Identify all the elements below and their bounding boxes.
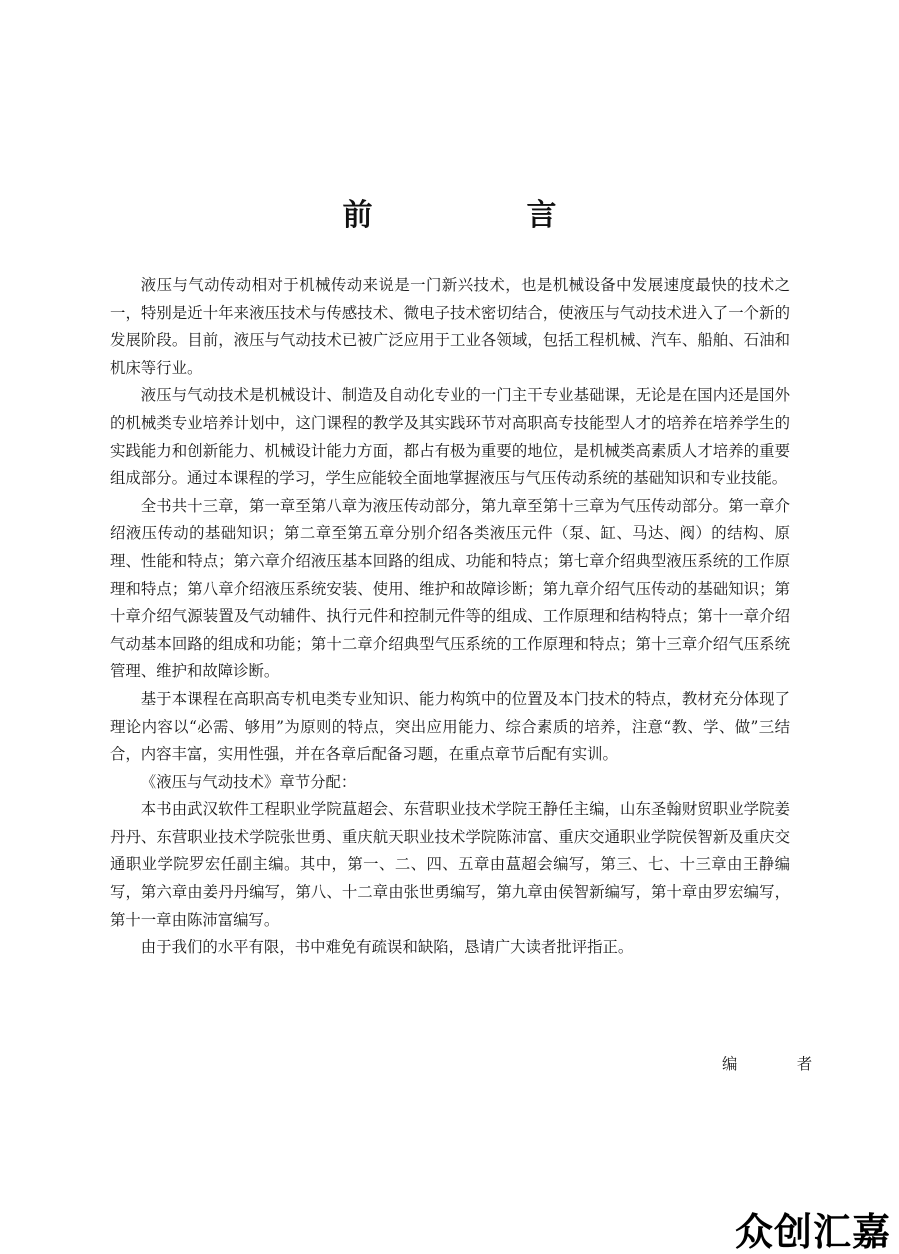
paragraph-chapter-allocation-heading: 《液压与气动技术》章节分配： (140, 772, 357, 791)
paragraph-features: 基于本课程在高职高专机电类专业知识、能力构筑中的位置及本门技术的特点，教材充分体现了理论内容以“必需、够用”为原则的特点，突出应用能力、综合素质的培养，注意“教、学、做”三结合，内容丰富，实用性强，并在各章后配备习题，在重点章节后配有实训。 (110, 689, 790, 764)
paragraph-authors: 本书由武汉软件工程职业学院蒀超会、东营职业技术学院王静任主编，山东圣翰财贸职业学院姜丹丹、东营职业技术学院张世勇、重庆航天职业技术学院陈沛富、重庆交通职业学院侯智新及重庆交通职业学院罗宏任副主编。其中，第一、二、四、五章由蒀超会编写，第三、七、十三章由王静编写，第六章由姜丹丹编写，第八、十二章由张世勇编写，第九章由侯智新编写，第十章由罗宏编写，第十一章由陈沛富编写。 (110, 800, 790, 929)
editor-signature: 编 者 (722, 1055, 835, 1073)
preface-body (110, 272, 790, 962)
paragraph-chapter-overview: 全书共十三章，第一章至第八章为液压传动部分，第九章至第十三章为气压传动部分。第一章介绍液压传动的基础知识；第二章至第五章分别介绍各类液压元件（泵、缸、马达、阀）的结构、原理、性能和特点；第六章介绍液压基本回路的组成、功能和特点；第七章介绍典型液压系统的工作原理和特点；第八章介绍液压系统安装、使用、维护和故障诊断；第九章介绍气压传动的基础知识；第十章介绍气源装置及气动辅件、执行元件和控制元件等的组成、工作原理和结构特点；第十一章介绍气动基本回路的组成和功能；第十二章介绍典型气压系统的工作原理和特点；第十三章介绍气压系统管理、维护和故障诊断。 (110, 496, 790, 681)
paragraph-course-importance: 液压与气动技术是机械设计、制造及自动化专业的一门主干专业基础课，无论是在国内还是国外的机械类专业培养计划中，这门课程的教学及其实践环节对高职高专技能型人才的培养在培养学生的实践能力和创新能力、机械设计能力方面，都占有极为重要的地位，是机械类高素质人才培养的重要组成部分。通过本课程的学习，学生应能较全面地掌握液压与气压传动系统的基础知识和专业技能。 (110, 386, 790, 488)
paragraph-intro: 液压与气动传动相对于机械传动来说是一门新兴技术，也是机械设备中发展速度最快的技术之一，特别是近十年来液压技术与传感技术、微电子技术密切结合，使液压与气动技术进入了一个新的发展阶段。目前，液压与气动技术已被广泛应用于工业各领域，包括工程机械、汽车、船舶、石油和机床等行业。 (110, 276, 790, 377)
page-title: 前 言 (342, 198, 619, 233)
watermark-logo: 众创汇嘉 (734, 1210, 891, 1254)
paragraph-closing: 由于我们的水平有限，书中难免有疏误和缺陷，恳请广大读者批评指正。 (140, 938, 634, 957)
